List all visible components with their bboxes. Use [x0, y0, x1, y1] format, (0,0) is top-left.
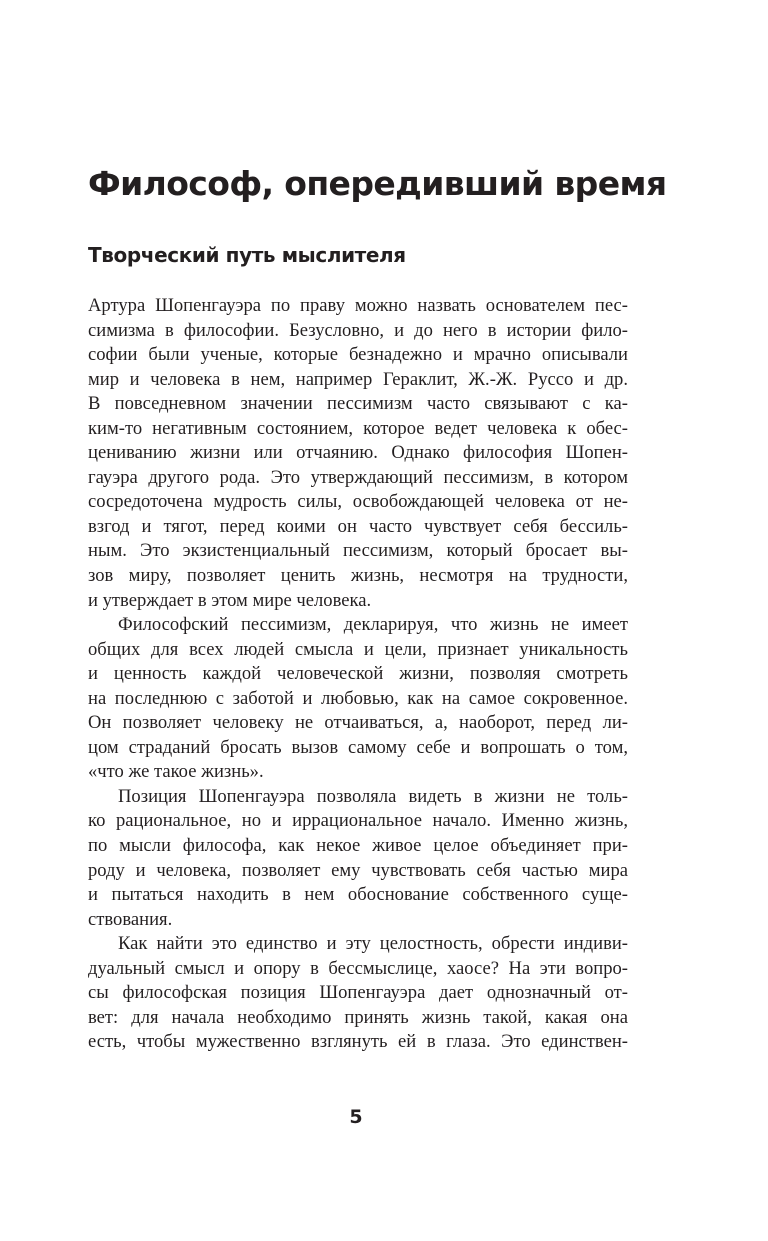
paragraph-1 [88, 294, 628, 613]
text-line: цениванию жизни или отчаянию. Однако философия Шопен- [88, 442, 628, 464]
text-line: взгод и тягот, перед коими он часто чувствует себя бессиль- [88, 515, 628, 537]
text-line: мир и человека в нем, например Гераклит, Ж.-Ж. Руссо и др. [88, 368, 628, 390]
text-line: софии были ученые, которые безнадежно и мрачно описывали [88, 344, 628, 366]
text-line: цом страданий бросать вызов самому себе и вопрошать о том, [88, 736, 628, 758]
paragraph-4 [88, 932, 628, 1055]
text-line: дуальный смысл и опору в бессмыслице, хаосе? На эти вопро- [88, 957, 628, 979]
text-line: зов миру, позволяет ценить жизнь, несмотря на трудности, [88, 565, 628, 587]
text-line: симизма в философии. Безусловно, и до него в истории фило- [88, 319, 628, 341]
text-line: В повседневном значении пессимизм часто связывают с ка- [88, 393, 628, 415]
text-line: Артура Шопенгауэра по праву можно назвать основателем пес- [88, 295, 628, 316]
text-line: и утверждает в этом мире человека. [88, 589, 372, 611]
text-line: Как найти это единство и эту целостность, обрести индиви- [118, 933, 628, 955]
text-line: на последнюю с заботой и любовью, как на самое сокровенное. [88, 687, 628, 709]
text-line: роду и человека, позволяет ему чувствовать себя частью мира [88, 859, 628, 881]
text-line: Позиция Шопенгауэра позволяла видеть в жизни не толь- [118, 785, 628, 807]
text-line: есть, чтобы мужественно взглянуть ей в глаза. Это единствен- [88, 1031, 628, 1053]
text-line: ным. Это экзистенциальный пессимизм, который бросает вы- [88, 540, 628, 562]
text-line: вет: для начала необходимо принять жизнь такой, какая она [88, 1006, 628, 1028]
text-line: по мысли философа, как некое живое целое объединяет при- [88, 835, 628, 857]
paragraph-3 [88, 785, 628, 932]
paragraph-2 [88, 613, 628, 785]
text-line: Он позволяет человеку не отчаиваться, а, наоборот, перед ли- [88, 712, 628, 734]
text-line: сосредоточена мудрость силы, освобождающей человека от не- [88, 491, 628, 513]
text-line: и ценность каждой человеческой жизни, позволяя смотреть [88, 663, 628, 685]
section-title: Творческий путь мыслителя [88, 243, 406, 267]
text-line: ким-то негативным состоянием, которое ведет человека к обес- [88, 417, 628, 439]
chapter-title: Философ, опередивший время [88, 164, 667, 203]
text-line: Философский пессимизм, декларируя, что жизнь не имеет [118, 614, 628, 636]
text-line: гауэра другого рода. Это утверждающий пессимизм, в котором [88, 466, 628, 488]
text-line: «что же такое жизнь». [88, 761, 264, 783]
text-line: и пытаться находить в нем обоснование собственного суще- [88, 884, 628, 906]
text-line: ствования. [88, 908, 173, 930]
page-number: 5 [349, 1106, 363, 1128]
text-line: ко рациональное, но и иррациональное начало. Именно жизнь, [88, 810, 628, 832]
text-line: сы философская позиция Шопенгауэра дает однозначный от- [88, 982, 628, 1004]
body-text [88, 294, 628, 1055]
text-line: общих для всех людей смысла и цели, признает уникальность [88, 638, 628, 660]
